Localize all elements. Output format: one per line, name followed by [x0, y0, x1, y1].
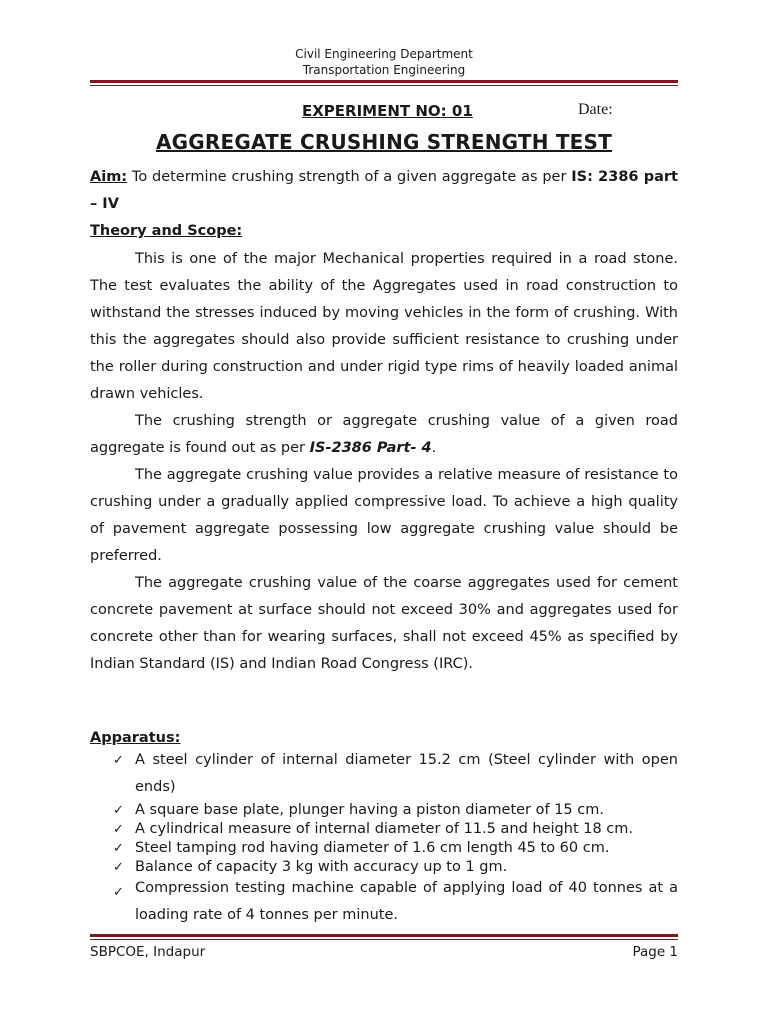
theory-paragraph-1: This is one of the major Mechanical properties required in a road stone. The test evaluates the ability of the Aggregates used in road construction to withstand the stresses induced by moving vehicles in the form of crushing. With this the aggregates should also provide sufficient resistance to crushing under the roller during construction and under rigid type rims of heavily loaded animal drawn vehicles.: [90, 251, 678, 402]
theory-paragraph-4: The aggregate crushing value of the coarse aggregates used for cement concrete pavement at surface should not exceed 30% and aggregates used for concrete other than for wearing surfaces, shall not exceed 45% as specified by Indian Standard (IS) and Indian Road Congress (IRC).: [90, 575, 678, 672]
apparatus-list: [90, 747, 678, 929]
theory-p2-text: The crushing strength or aggregate crushing value of a given road aggregate is found out as per: [90, 413, 678, 456]
theory-p2-reference: IS-2386 Part- 4: [309, 440, 432, 456]
list-item: ✓ Balance of capacity 3 kg with accuracy up to 1 gm.: [113, 859, 508, 875]
experiment-number: EXPERIMENT NO: 01: [302, 102, 473, 120]
theory-p2-end: .: [431, 440, 437, 456]
page-title: AGGREGATE CRUSHING STRENGTH TEST: [155, 130, 612, 154]
aim-standard: IS: 2386 part – IV: [90, 169, 678, 212]
theory-paragraph-2: [90, 408, 678, 462]
header-department: Civil Engineering Department: [295, 47, 473, 61]
aim-section: [90, 164, 678, 218]
checkmark-icon: ✓: [113, 860, 124, 875]
footer-page-number: Page 1: [632, 944, 678, 960]
header-subject: Transportation Engineering: [302, 63, 466, 77]
theory-section: [90, 246, 678, 678]
checkmark-icon: ✓: [113, 822, 124, 837]
checkmark-icon: ✓: [113, 841, 124, 856]
list-item: ✓ Steel tamping rod having diameter of 1.6 cm length 45 to 60 cm.: [113, 840, 610, 856]
checkmark-icon: ✓: [113, 753, 124, 768]
date-label: Date:: [578, 101, 613, 118]
aim-text: To determine crushing strength of a given aggregate as per: [127, 169, 572, 185]
checkmark-icon: ✓: [113, 803, 124, 818]
footer-rule: [90, 934, 678, 940]
checkmark-icon: ✓: [113, 885, 124, 900]
apparatus-heading: Apparatus:: [90, 730, 181, 746]
header-rule: [90, 80, 678, 86]
list-item: ✓ A cylindrical measure of internal diameter of 11.5 and height 18 cm.: [113, 821, 633, 837]
footer-college: SBPCOE, Indapur: [90, 944, 206, 960]
theory-heading: Theory and Scope:: [90, 223, 243, 239]
theory-paragraph-3: The aggregate crushing value provides a relative measure of resistance to crushing under a gradually applied compressive load. To achieve a high quality of pavement aggregate possessing low aggregate crushing value should be preferred.: [90, 467, 678, 564]
list-item: ✓ A steel cylinder of internal diameter 15.2 cm (Steel cylinder with open ends): [90, 747, 678, 801]
aim-label: Aim:: [90, 169, 128, 185]
list-item: ✓ A square base plate, plunger having a piston diameter of 15 cm.: [113, 802, 604, 818]
list-item: ✓ Compression testing machine capable of applying load of 40 tonnes at a loading rate of 4 tonnes per minute.: [113, 880, 678, 923]
